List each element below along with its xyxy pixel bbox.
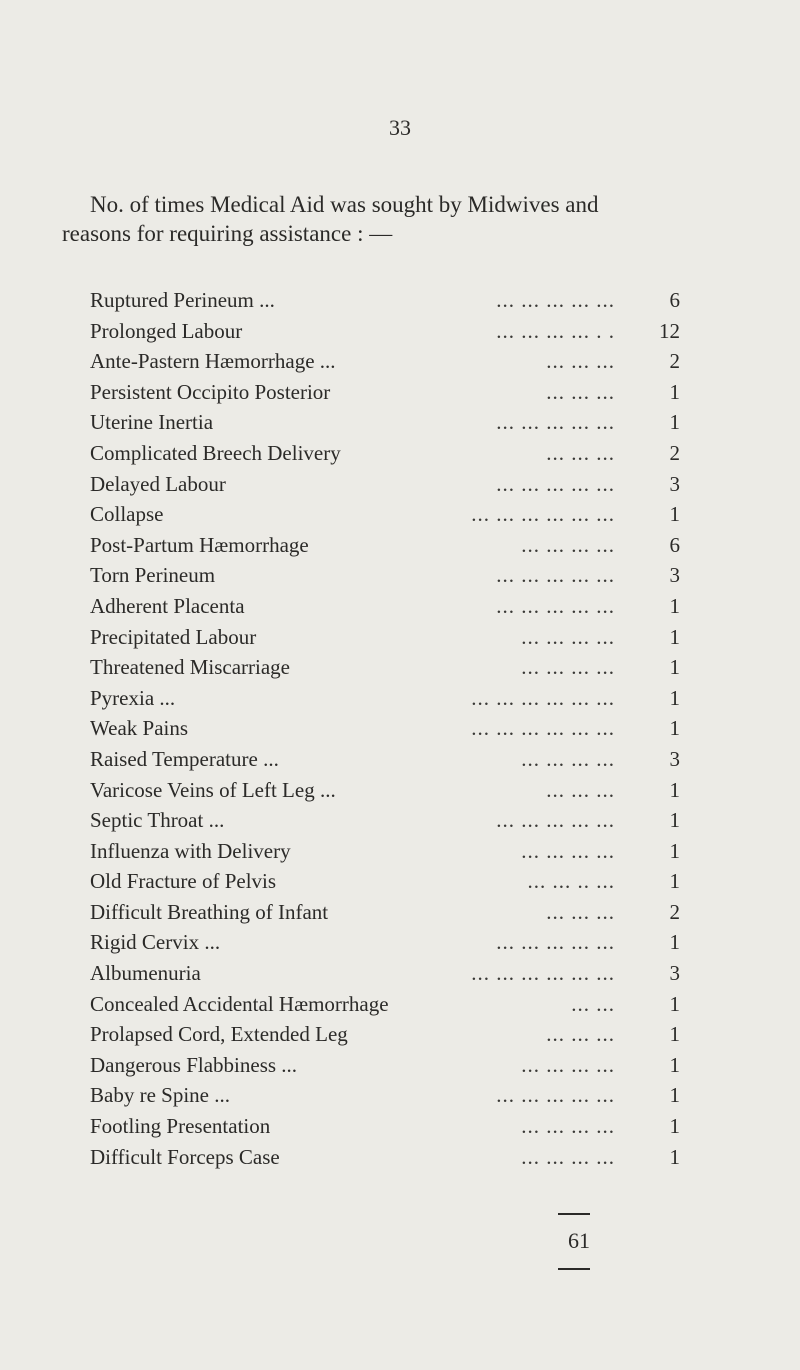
reason-label: Threatened Miscarriage bbox=[90, 655, 290, 680]
reason-label: Difficult Breathing of Infant bbox=[90, 899, 329, 924]
list-item bbox=[90, 897, 690, 928]
reason-label: Weak Pains bbox=[90, 716, 189, 741]
reason-count: 6 bbox=[669, 288, 680, 312]
reason-count: 1 bbox=[669, 410, 680, 435]
list-item bbox=[90, 1050, 690, 1081]
reason-count: 1 bbox=[669, 1052, 680, 1077]
list-item bbox=[90, 469, 690, 500]
reason-count: 1 bbox=[669, 1083, 680, 1108]
list-item bbox=[90, 438, 690, 469]
reason-label: Torn Perineum bbox=[90, 563, 216, 588]
leader-dots: ... ... ... bbox=[546, 349, 615, 374]
list-item bbox=[90, 744, 690, 775]
leader-dots: ... ... ... ... ... bbox=[496, 808, 615, 833]
list-item bbox=[90, 316, 690, 347]
reason-label: Pyrexia ... bbox=[90, 685, 176, 710]
leader-dots: ... ... ... ... bbox=[521, 624, 615, 649]
reason-count: 3 bbox=[669, 563, 680, 588]
reason-count: 3 bbox=[669, 471, 680, 496]
reason-label: Ruptured Perineum ... bbox=[90, 288, 275, 312]
list-item bbox=[90, 560, 690, 591]
reason-label: Precipitated Labour bbox=[90, 624, 257, 649]
list-item bbox=[90, 530, 690, 561]
reason-label: Collapse bbox=[90, 502, 164, 527]
reason-count: 2 bbox=[669, 440, 680, 465]
list-item bbox=[90, 499, 690, 530]
leader-dots: ... ... ... bbox=[546, 777, 615, 802]
reason-label: Raised Temperature ... bbox=[90, 746, 279, 771]
reason-count: 1 bbox=[669, 379, 680, 404]
reason-count: 1 bbox=[669, 808, 680, 833]
list-item bbox=[90, 866, 690, 897]
reasons-list bbox=[90, 285, 690, 1172]
reason-count: 1 bbox=[669, 838, 680, 863]
leader-dots: ... ... ... ... ... ... bbox=[471, 961, 615, 986]
reason-count: 3 bbox=[669, 746, 680, 771]
leader-dots: ... ... ... ... bbox=[521, 655, 615, 680]
reason-label: Concealed Accidental Hæmorrhage bbox=[90, 991, 389, 1016]
reason-label: Prolonged Labour bbox=[90, 318, 243, 343]
list-item bbox=[90, 836, 690, 867]
list-item bbox=[90, 285, 690, 316]
reason-label: Prolapsed Cord, Extended Leg bbox=[90, 1022, 348, 1047]
list-item bbox=[90, 683, 690, 714]
leader-dots: . . ... ... ... ... bbox=[496, 318, 615, 343]
page-heading bbox=[62, 190, 762, 248]
reason-label: Baby re Spine ... bbox=[90, 1083, 230, 1108]
leader-dots: ... ... ... ... ... bbox=[496, 563, 615, 588]
reason-count: 6 bbox=[669, 532, 680, 557]
leader-dots: ... ... ... ... ... ... bbox=[471, 716, 615, 741]
leader-dots: ... ... ... ... ... bbox=[496, 288, 615, 312]
leader-dots: ... ... ... ... ... bbox=[496, 410, 615, 435]
reason-label: Old Fracture of Pelvis bbox=[90, 869, 277, 894]
leader-dots: ... ... ... ... bbox=[521, 532, 615, 557]
total-rule-bottom bbox=[558, 1268, 590, 1270]
reason-label: Adherent Placenta bbox=[90, 593, 245, 618]
list-item bbox=[90, 591, 690, 622]
reason-label: Complicated Breech Delivery bbox=[90, 440, 341, 465]
list-item bbox=[90, 1142, 690, 1173]
reason-label: Influenza with Delivery bbox=[90, 838, 291, 863]
list-item bbox=[90, 652, 690, 683]
leader-dots: ... ... ... ... ... ... bbox=[471, 685, 615, 710]
reason-label: Delayed Labour bbox=[90, 471, 226, 496]
leader-dots: ... ... ... ... bbox=[521, 746, 615, 771]
leader-dots: ... ... ... ... bbox=[521, 1114, 615, 1139]
reason-count: 1 bbox=[669, 655, 680, 680]
reason-count: 2 bbox=[669, 349, 680, 374]
list-item bbox=[90, 713, 690, 744]
list-item bbox=[90, 407, 690, 438]
list-item bbox=[90, 958, 690, 989]
reason-label: Persistent Occipito Posterior bbox=[90, 379, 331, 404]
list-item bbox=[90, 805, 690, 836]
list-item bbox=[90, 622, 690, 653]
leader-dots: ... ... ... ... bbox=[521, 838, 615, 863]
reason-count: 12 bbox=[659, 318, 680, 343]
list-item bbox=[90, 927, 690, 958]
leader-dots: ... ... ... ... ... bbox=[496, 930, 615, 955]
reason-count: 1 bbox=[669, 777, 680, 802]
leader-dots: ... ... ... ... ... bbox=[496, 471, 615, 496]
reason-label: Uterine Inertia bbox=[90, 410, 214, 435]
reason-count: 1 bbox=[669, 991, 680, 1016]
reason-label: Varicose Veins of Left Leg ... bbox=[90, 777, 336, 802]
leader-dots: ... .. ... ... bbox=[527, 869, 615, 894]
leader-dots: ... ... ... ... bbox=[521, 1052, 615, 1077]
leader-dots: ... ... ... ... bbox=[521, 1144, 615, 1169]
reason-label: Albumenuria bbox=[90, 961, 201, 986]
reason-count: 1 bbox=[669, 1022, 680, 1047]
reason-count: 1 bbox=[669, 1114, 680, 1139]
total-count: 61 bbox=[568, 1228, 590, 1253]
leader-dots: ... ... ... ... ... ... bbox=[471, 502, 615, 527]
reason-label: Ante-Pastern Hæmorrhage ... bbox=[90, 349, 336, 374]
total-rule-top bbox=[558, 1213, 590, 1215]
leader-dots: ... ... ... ... ... bbox=[496, 593, 615, 618]
reason-count: 1 bbox=[669, 593, 680, 618]
leader-dots: ... ... bbox=[571, 991, 615, 1016]
reason-count: 3 bbox=[669, 961, 680, 986]
leader-dots: ... ... ... bbox=[546, 1022, 615, 1047]
reason-count: 1 bbox=[669, 716, 680, 741]
reason-label: Rigid Cervix ... bbox=[90, 930, 221, 955]
list-item bbox=[90, 1111, 690, 1142]
leader-dots: ... ... ... bbox=[546, 440, 615, 465]
list-item bbox=[90, 346, 690, 377]
reason-count: 2 bbox=[669, 899, 680, 924]
reason-label: Septic Throat ... bbox=[90, 808, 225, 833]
leader-dots: ... ... ... bbox=[546, 379, 615, 404]
reason-count: 1 bbox=[669, 1144, 680, 1169]
reason-label: Post-Partum Hæmorrhage bbox=[90, 532, 309, 557]
reason-label: Dangerous Flabbiness ... bbox=[90, 1052, 298, 1077]
reason-count: 1 bbox=[669, 502, 680, 527]
reason-count: 1 bbox=[669, 624, 680, 649]
list-item bbox=[90, 989, 690, 1020]
heading-line-1: No. of times Medical Aid was sought by Midwives and bbox=[90, 192, 599, 217]
heading-line-2: reasons for requiring assistance : — bbox=[62, 221, 393, 246]
reason-count: 1 bbox=[669, 685, 680, 710]
leader-dots: ... ... ... bbox=[546, 899, 615, 924]
reason-count: 1 bbox=[669, 930, 680, 955]
page-number: 33 bbox=[389, 115, 411, 140]
list-item bbox=[90, 1019, 690, 1050]
list-item bbox=[90, 377, 690, 408]
reason-label: Footling Presentation bbox=[90, 1114, 271, 1139]
leader-dots: ... ... ... ... ... bbox=[496, 1083, 615, 1108]
list-item bbox=[90, 775, 690, 806]
reason-count: 1 bbox=[669, 869, 680, 894]
list-item bbox=[90, 1080, 690, 1111]
reason-label: Difficult Forceps Case bbox=[90, 1144, 280, 1169]
